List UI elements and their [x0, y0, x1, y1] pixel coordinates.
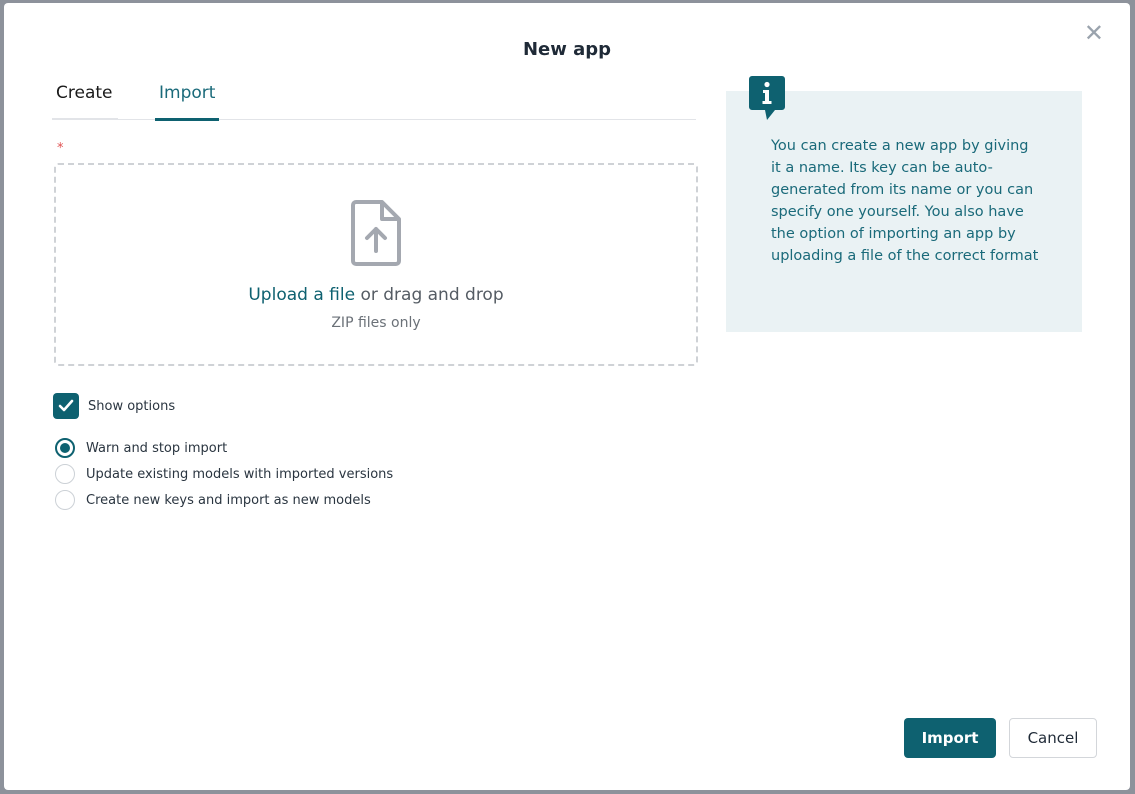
tab-import[interactable]: Import: [155, 83, 219, 121]
import-button[interactable]: Import: [904, 718, 996, 758]
radio-update-existing[interactable]: [55, 461, 393, 487]
file-dropzone[interactable]: [54, 163, 698, 366]
import-mode-radio-group: [55, 435, 393, 513]
required-marker: *: [57, 141, 64, 156]
dialog-title: New app: [522, 39, 612, 60]
radio-unselected-icon: [55, 490, 75, 510]
checkmark-icon: [53, 393, 79, 419]
radio-label: Warn and stop import: [86, 440, 228, 456]
show-options-checkbox[interactable]: [53, 393, 175, 419]
new-app-dialog: [4, 3, 1130, 790]
file-upload-icon: [350, 199, 402, 267]
close-icon[interactable]: ✕: [1083, 19, 1104, 47]
radio-unselected-icon: [55, 464, 75, 484]
tab-bar: [52, 83, 696, 120]
radio-create-new-keys[interactable]: [55, 487, 393, 513]
radio-label: Create new keys and import as new models: [86, 492, 371, 508]
radio-warn-and-stop[interactable]: [55, 435, 393, 461]
tab-create[interactable]: Create: [52, 83, 118, 120]
radio-label: Update existing models with imported versions: [86, 466, 394, 482]
info-panel: [726, 91, 1082, 332]
cancel-button[interactable]: Cancel: [1009, 718, 1097, 758]
radio-selected-icon: [55, 438, 75, 458]
info-text: You can create a new app by giving it a name. Its key can be auto-generated from its name or you can specify one yourself. You also have the option of importing an app by uploading a file of the correct format: [771, 138, 1039, 264]
file-type-hint: ZIP files only: [331, 315, 421, 331]
info-icon: [749, 76, 785, 122]
show-options-label: Show options: [88, 398, 176, 414]
drag-drop-text: or drag and drop: [355, 285, 504, 305]
upload-file-link[interactable]: Upload a file: [248, 285, 356, 305]
